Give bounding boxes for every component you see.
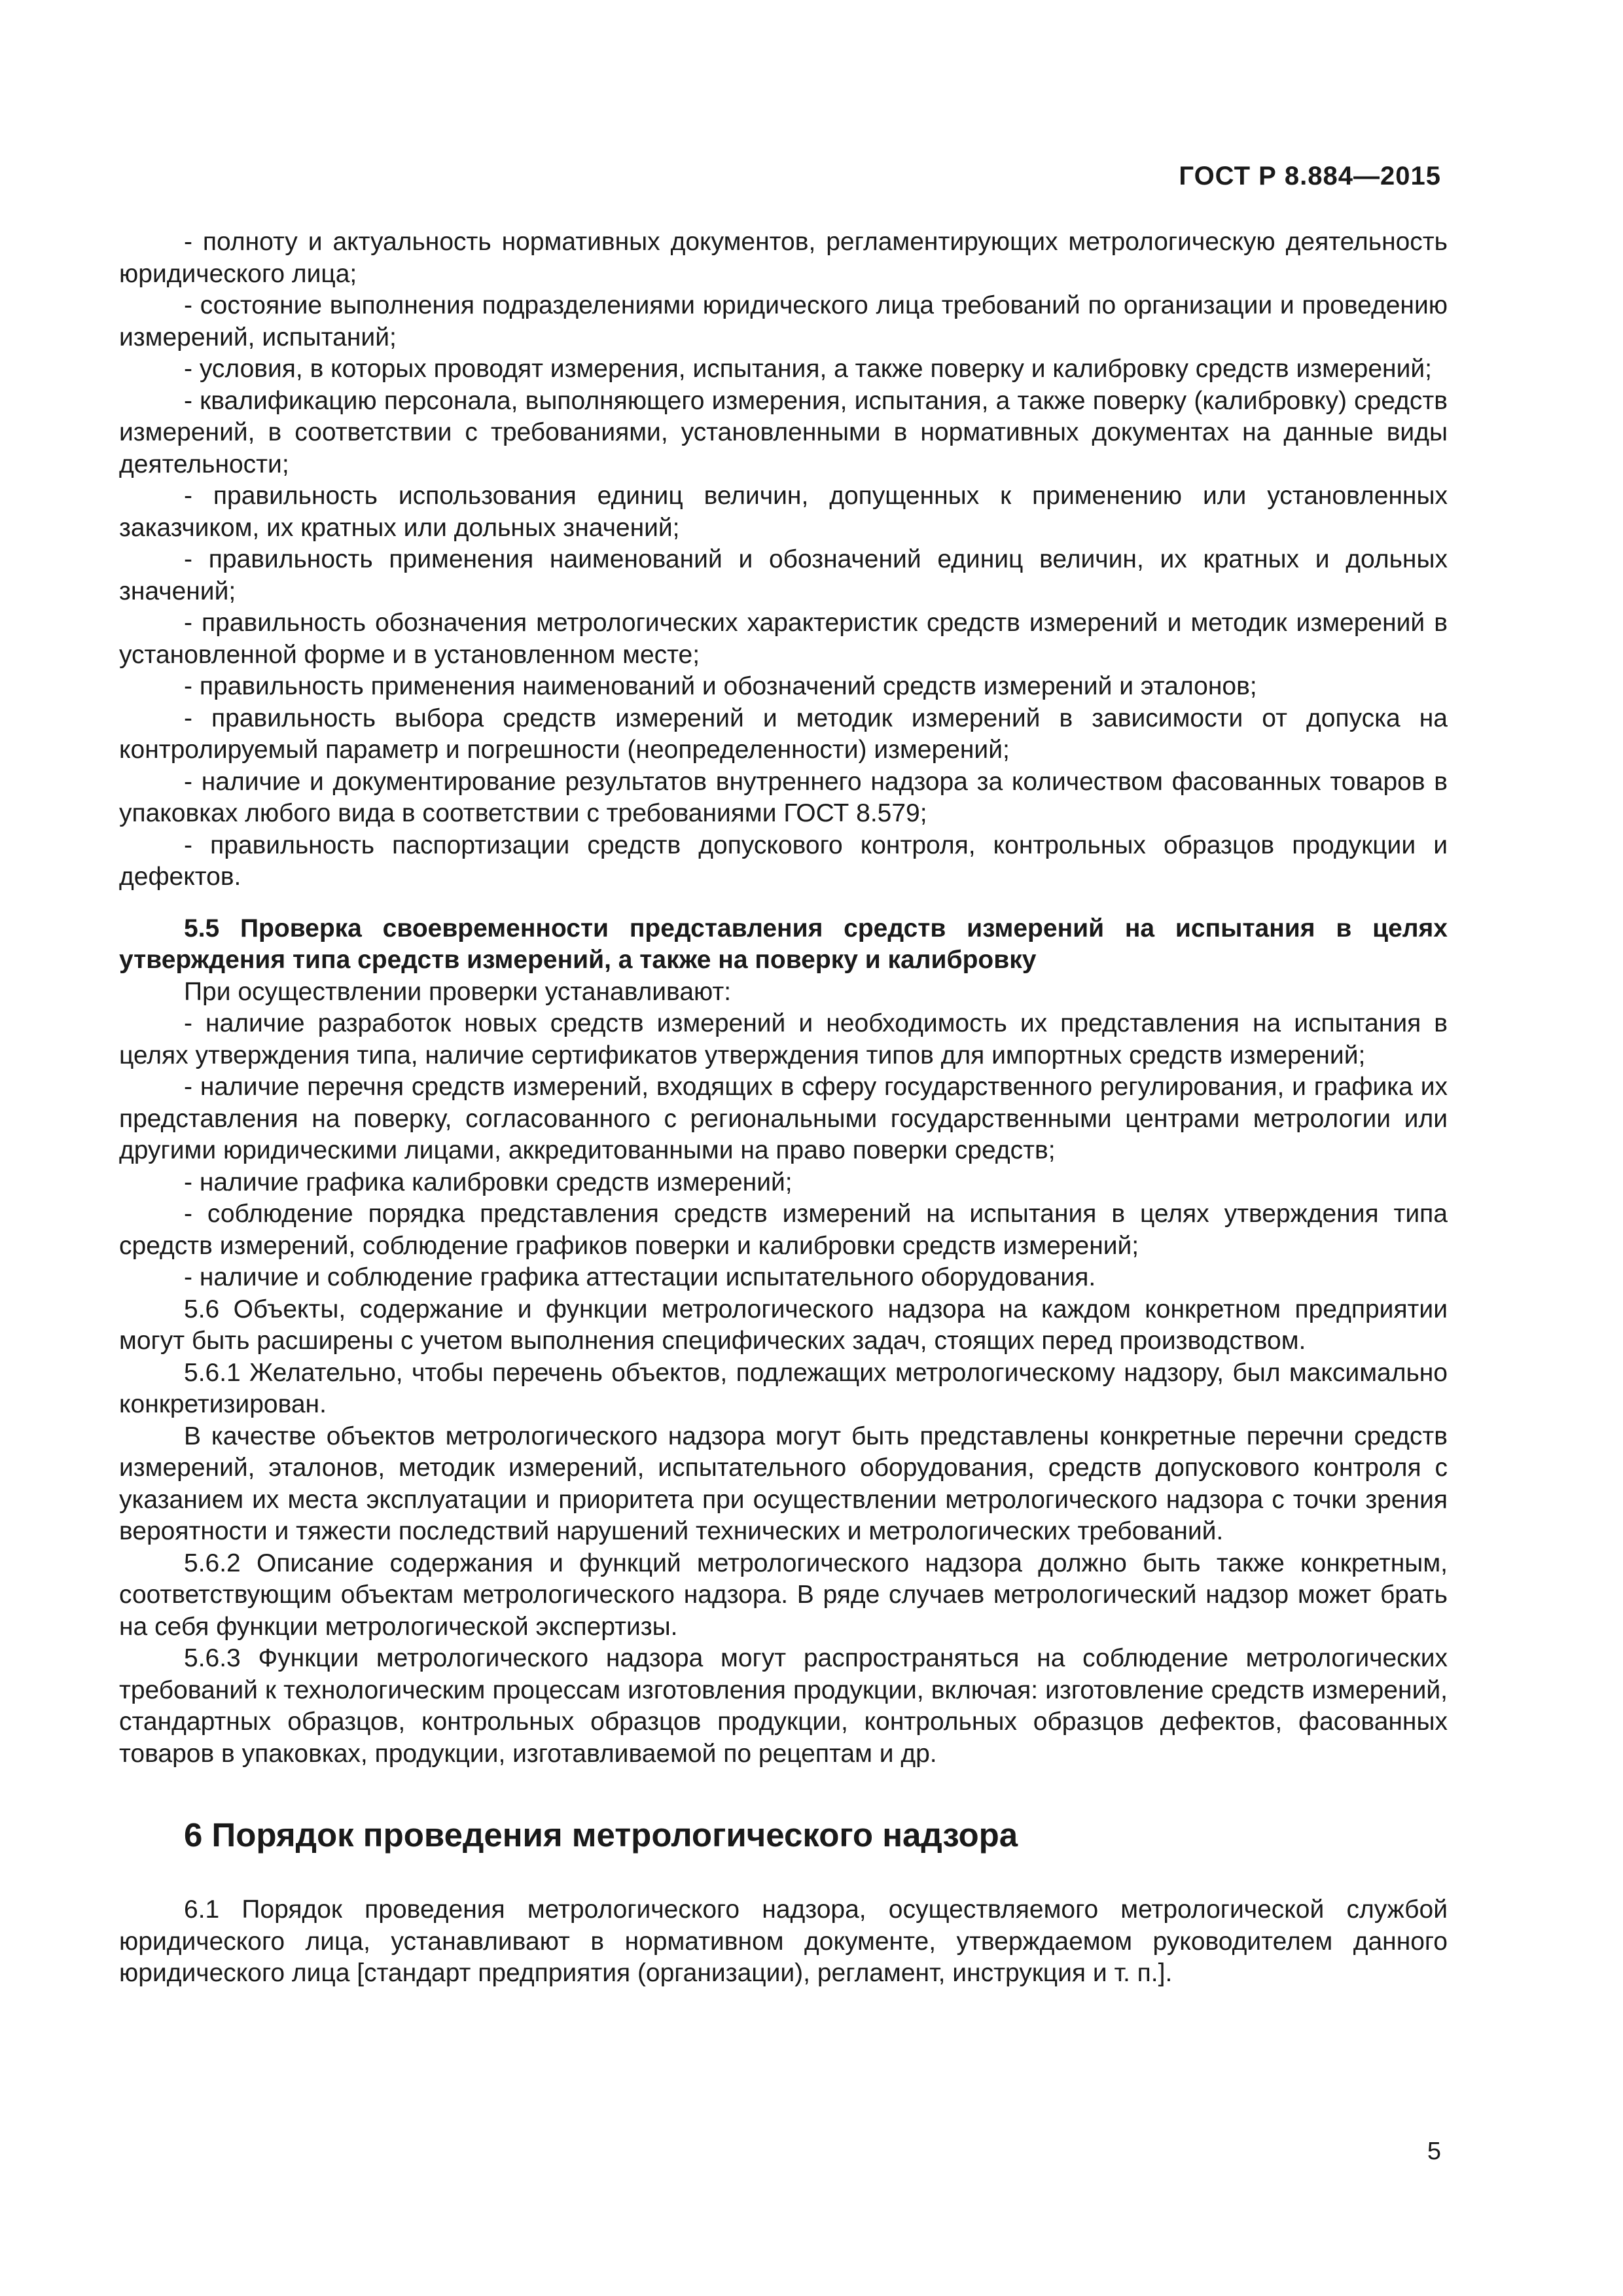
list-item: - состояние выполнения подразделениями юридического лица требований по организации и проведению измерений, испытаний; xyxy=(119,291,1448,351)
document-code-header: ГОСТ Р 8.884—2015 xyxy=(1179,162,1441,190)
page-number: 5 xyxy=(1427,2138,1441,2165)
list-item: - наличие и документирование результатов внутреннего надзора за количеством фасованных товаров в упаковках любого вида в соответствии с требованиями ГОСТ 8.579; xyxy=(119,767,1448,827)
list-item: - наличие разработок новых средств измерений и необходимость их представления на испытания в целях утверждения типа, наличие сертификатов утверждения типов для импортных средств измерений; xyxy=(119,1009,1448,1069)
list-item: - наличие графика калибровки средств измерений; xyxy=(184,1168,793,1196)
list-item: - наличие и соблюдение графика аттестации испытательного оборудования. xyxy=(184,1263,1096,1291)
section-6-heading: 6 Порядок проведения метрологического надзора xyxy=(184,1816,1018,1854)
paragraph-5-6-1: 5.6.1 Желательно, чтобы перечень объектов, подлежащих метрологическому надзору, был максимально конкретизирован. xyxy=(119,1358,1448,1418)
list-item: - условия, в которых проводят измерения, испытания, а также поверку и калибровку средств измерений; xyxy=(184,355,1432,383)
paragraph-5-6-3: 5.6.3 Функции метрологического надзора могут распространяться на соблюдение метрологических требований к технологическим процессам изготовления продукции, включая: изготовление средств измерений, стандартных образцов, контрольных образцов продукции, контрольных образцов дефектов, фасованных товаров в упаковках, продукции, изготавливаемой по рецептам и др. xyxy=(119,1644,1448,1768)
list-item: - правильность выбора средств измерений и методик измерений в зависимости от допуска на контролируемый параметр и погрешности (неопределенности) измерений; xyxy=(119,704,1448,764)
list-item: - полноту и актуальность нормативных документов, регламентирующих метрологическую деятельность юридического лица; xyxy=(119,228,1448,288)
list-item: - соблюдение порядка представления средств измерений на испытания в целях утверждения типа средств измерений, соблюдение графиков поверки и калибровки средств измерений; xyxy=(119,1200,1448,1260)
paragraph-5-6: 5.6 Объекты, содержание и функции метрологического надзора на каждом конкретном предприятии могут быть расширены с учетом выполнения специфических задач, стоящих перед производством. xyxy=(119,1295,1448,1355)
section-5-5-intro: При осуществлении проверки устанавливают: xyxy=(184,977,732,1006)
section-5-5-heading: 5.5 Проверка своевременности представления средств измерений на испытания в целях утверждения типа средств измерений, а также на поверку и калибровку xyxy=(119,914,1448,974)
paragraph-5-6-2: 5.6.2 Описание содержания и функций метрологического надзора должно быть также конкретным, соответствующим объектам метрологического надзора. В ряде случаев метрологический надзор может брать на себя функции метрологической экспертизы. xyxy=(119,1549,1448,1641)
list-item: - правильность обозначения метрологических характеристик средств измерений и методик измерений в установленной форме и в установленном месте; xyxy=(119,609,1448,669)
list-item: - квалификацию персонала, выполняющего измерения, испытания, а также поверку (калибровку) средств измерений, в соответствии с требованиями, установленными в нормативных документах на данные виды деятельности; xyxy=(119,386,1448,478)
list-item: - наличие перечня средств измерений, входящих в сферу государственного регулирования, и графика их представления на поверку, согласованного с региональными государственными центрами метрологии или другими юридическими лицами, аккредитованными на право поверки средств; xyxy=(119,1073,1448,1164)
list-item: - правильность паспортизации средств допускового контроля, контрольных образцов продукции и дефектов. xyxy=(119,831,1448,891)
list-item: - правильность применения наименований и обозначений средств измерений и эталонов; xyxy=(184,672,1257,700)
paragraph-5-6-1-objects: В качестве объектов метрологического надзора могут быть представлены конкретные перечни средств измерений, эталонов, методик измерений, испытательного оборудования, средств допускового контроля с указанием их места эксплуатации и приоритета при осуществлении метрологического надзора с точки зрения вероятности и тяжести последствий нарушений технических и метрологических требований. xyxy=(119,1422,1448,1545)
list-item: - правильность использования единиц величин, допущенных к применению или установленных заказчиком, их кратных или дольных значений; xyxy=(119,482,1448,542)
document-body xyxy=(119,226,1448,1990)
paragraph-6-1: 6.1 Порядок проведения метрологического надзора, осуществляемого метрологической службой юридического лица, устанавливают в нормативном документе, утверждаемом руководителем данного юридического лица [стандарт предприятия (организации), регламент, инструкция и т. п.]. xyxy=(119,1895,1448,1987)
list-item: - правильность применения наименований и обозначений единиц величин, их кратных и дольных значений; xyxy=(119,545,1448,605)
